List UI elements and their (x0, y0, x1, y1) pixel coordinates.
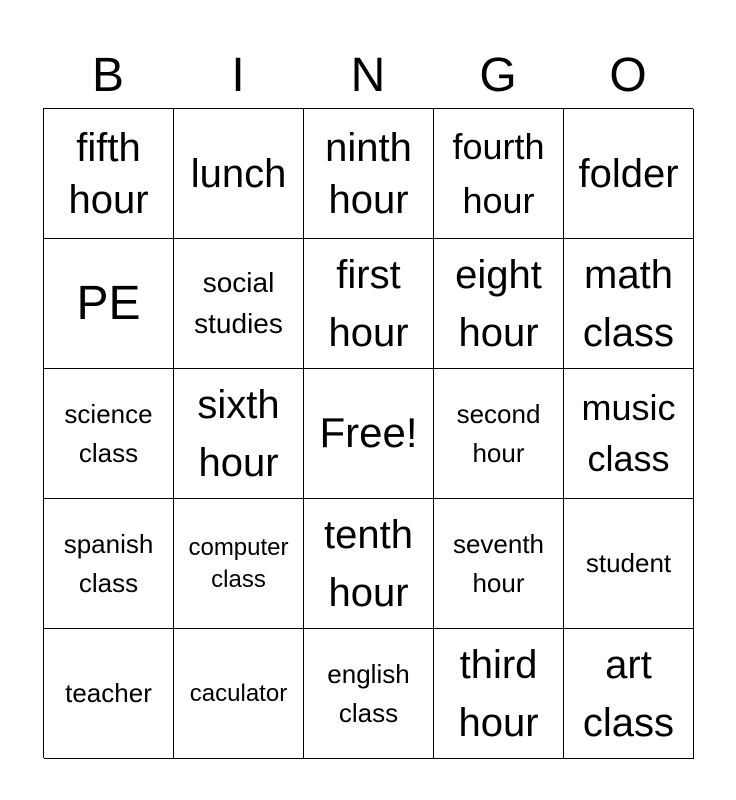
cell-text: seventh hour (452, 528, 545, 598)
cell-text: math class (582, 252, 675, 355)
bingo-cell[interactable] (174, 109, 304, 239)
cell-text: folder (578, 151, 679, 196)
cell-text: spanish class (63, 528, 154, 598)
bingo-cell[interactable] (434, 109, 564, 239)
header-letter-o: O (609, 49, 647, 102)
bingo-cell[interactable] (44, 499, 174, 629)
cell-text: second hour (456, 398, 541, 468)
cell-text: ninth hour (325, 125, 412, 222)
header-letter-b: B (91, 49, 124, 102)
cell-text: tenth hour (324, 512, 413, 615)
bingo-cell[interactable] (434, 629, 564, 759)
cell-text: first hour (328, 252, 409, 355)
bingo-cell[interactable] (44, 369, 174, 499)
cell-text: english class (327, 658, 410, 728)
cell-text: art class (582, 642, 675, 745)
bingo-cell[interactable] (564, 629, 694, 759)
cell-text: Free! (319, 409, 418, 457)
cell-text: computer class (188, 534, 289, 593)
header-letter-i: I (231, 49, 245, 102)
cell-text: sixth hour (197, 382, 280, 485)
bingo-cell[interactable] (304, 369, 434, 499)
bingo-cell[interactable] (44, 239, 174, 369)
bingo-cell[interactable] (44, 629, 174, 759)
bingo-cell[interactable] (304, 239, 434, 369)
cell-text: fifth hour (68, 125, 149, 222)
bingo-cell[interactable] (304, 109, 434, 239)
cell-text: science class (64, 398, 153, 468)
header-letter-g: G (479, 49, 517, 102)
bingo-cell[interactable] (564, 109, 694, 239)
header-letter-n: N (350, 49, 386, 102)
cell-text: PE (76, 276, 141, 330)
bingo-cell[interactable] (174, 629, 304, 759)
bingo-cell[interactable] (304, 629, 434, 759)
cell-text: fourth hour (452, 125, 545, 221)
bingo-cell[interactable] (434, 369, 564, 499)
cell-text: student (585, 548, 672, 578)
cell-text: social studies (194, 266, 283, 339)
bingo-cell[interactable] (174, 499, 304, 629)
cell-text: third hour (458, 642, 539, 745)
cell-text: teacher (65, 678, 152, 708)
bingo-cell[interactable] (564, 369, 694, 499)
bingo-cell[interactable] (564, 499, 694, 629)
cell-text: music class (581, 387, 676, 479)
cell-text: caculator (189, 679, 288, 707)
bingo-cell[interactable] (434, 239, 564, 369)
bingo-board (43, 108, 693, 758)
cell-text: eight hour (455, 252, 542, 355)
bingo-header (43, 44, 693, 108)
cell-text: lunch (190, 151, 287, 196)
bingo-cell[interactable] (174, 239, 304, 369)
bingo-cell[interactable] (44, 109, 174, 239)
bingo-cell[interactable] (564, 239, 694, 369)
bingo-cell[interactable] (174, 369, 304, 499)
bingo-cell[interactable] (434, 499, 564, 629)
bingo-cell[interactable] (304, 499, 434, 629)
